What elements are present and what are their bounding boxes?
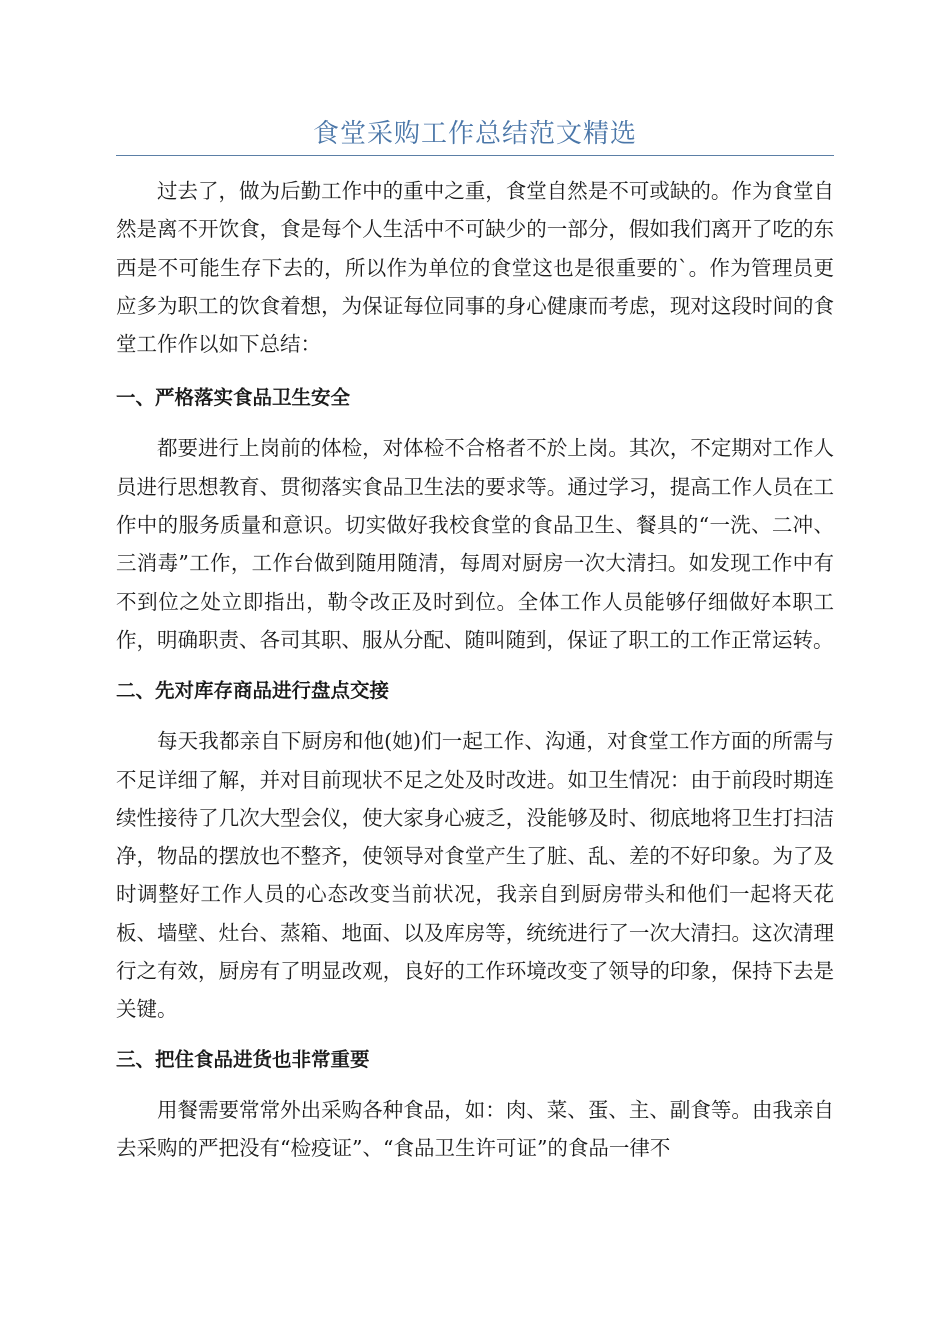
section-heading-1: 一、严格落实食品卫生安全	[116, 386, 351, 410]
section-body-2: 每天我都亲自下厨房和他(她)们一起工作、沟通，对食堂工作方面的所需与不足详细了解，并对目前现状不足之处及时改进。如卫生情况：由于前段时期连续性接待了几次大型会仪，使大家身心疲乏，没能够及时、彻底地将卫生打扫洁净，物品的摆放也不整齐，使领导对食堂产生了脏、乱、差的不好印象。为了及时调整好工作人员的心态改变当前状况，我亲自到厨房带头和他们一起将天花板、墙壁、灶台、蒸箱、地面、以及库房等，统统进行了一次大清扫。这次清理行之有效，厨房有了明显改观，良好的工作环境改变了领导的印象，保持下去是关键。	[116, 729, 834, 1022]
section-body-1: 都要进行上岗前的体检，对体检不合格者不於上岗。其次，不定期对工作人员进行思想教育、贯彻落实食品卫生法的要求等。通过学习，提高工作人员在工作中的服务质量和意识。切实做好我校食堂的食品卫生、餐具的“一洗、二冲、三消毒”工作，工作台做到随用随清，每周对厨房一次大清扫。如发现工作中有不到位之处立即指出，勒令改正及时到位。全体工作人员能够仔细做好本职工作，明确职责、各司其职、服从分配、随叫随到，保证了职工的工作正常运转。	[116, 436, 834, 652]
section-body-3: 用餐需要常常外出采购各种食品，如：肉、菜、蛋、主、副食等。由我亲自去采购的严把没有“检疫证”、“食品卫生许可证”的食品一律不	[116, 1097, 834, 1160]
title-block	[116, 113, 834, 156]
section-heading-3: 三、把住食品进货也非常重要	[116, 1047, 370, 1071]
document-title: 食堂采购工作总结范文精选	[312, 119, 637, 149]
section-heading-2: 二、先对库存商品进行盘点交接	[116, 679, 390, 703]
document-body	[116, 170, 834, 1167]
intro-paragraph: 过去了，做为后勤工作中的重中之重，食堂自然是不可或缺的。作为食堂自然是离不开饮食，食是每个人生活中不可缺少的一部分，假如我们离开了吃的东西是不可能生存下去的，所以作为单位的食堂这也是很重要的`。作为管理员更应多为职工的饮食着想，为保证每位同事的身心健康而考虑，现对这段时间的食堂工作作以如下总结：	[116, 179, 834, 357]
